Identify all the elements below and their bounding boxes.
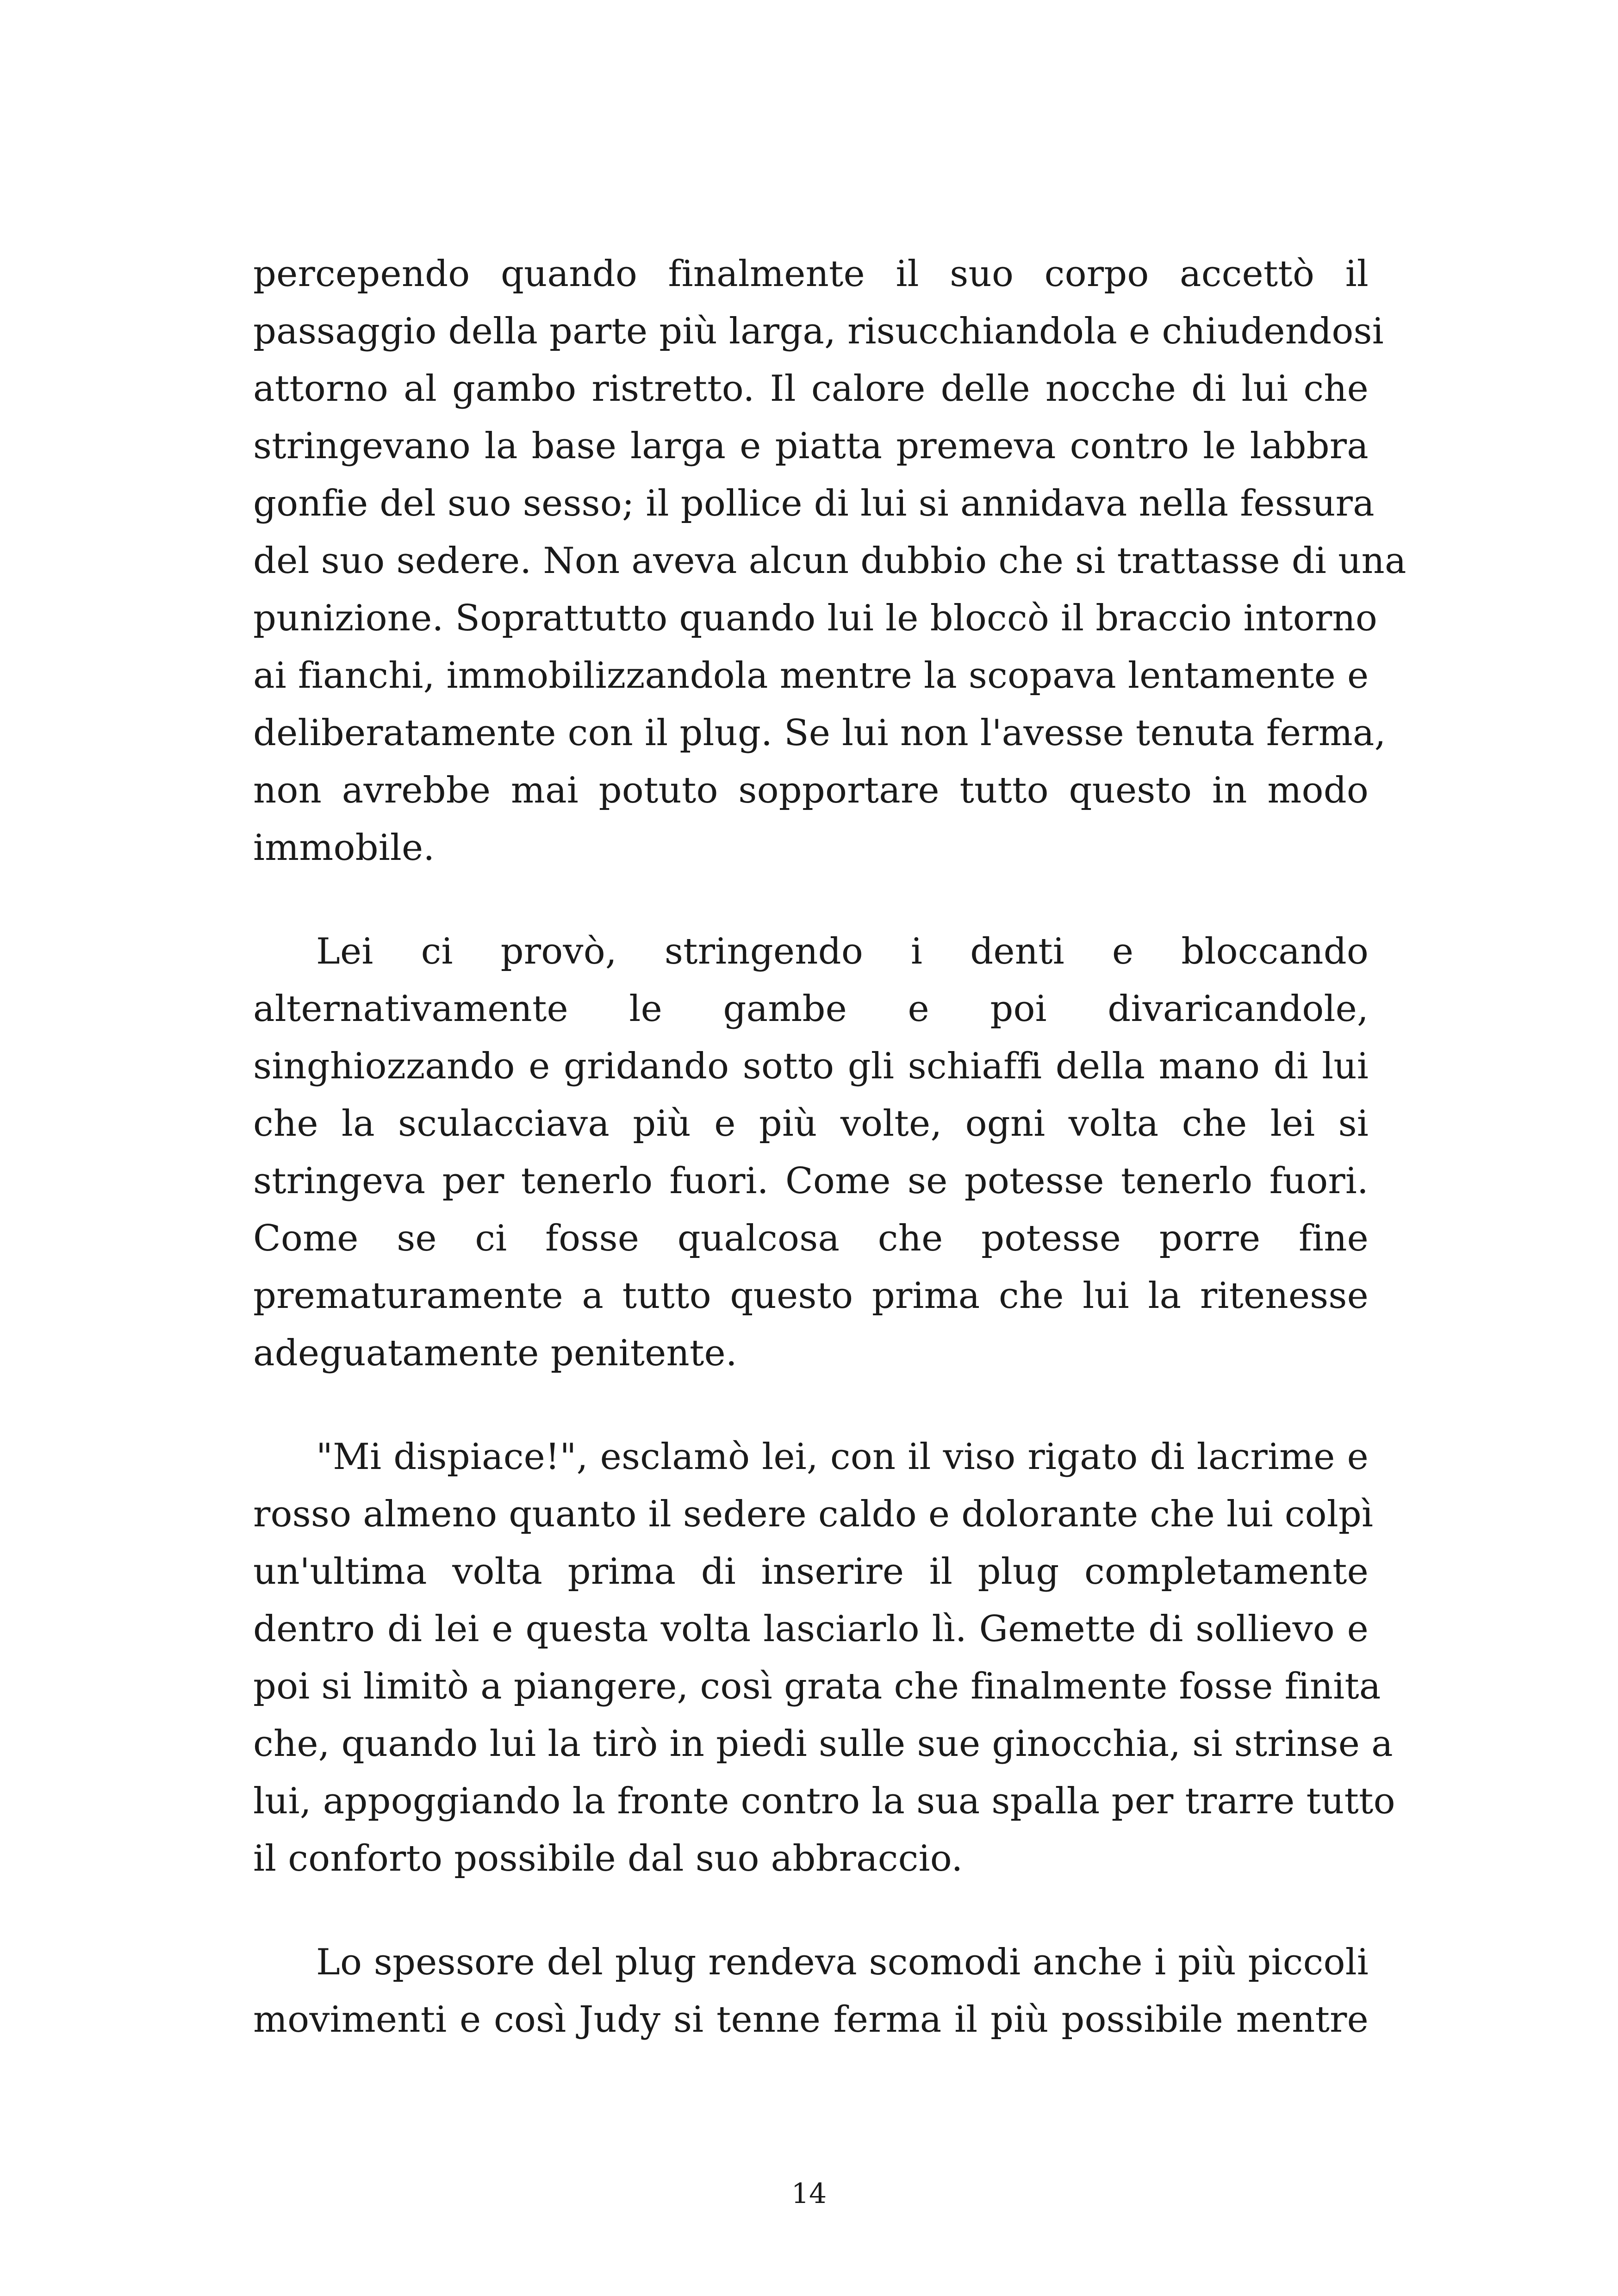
text-line: poi si limitò a piangere, così grata che finalmente fosse finita — [253, 1666, 1381, 1707]
text-line: non avrebbe mai potuto sopportare tutto questo in modo — [253, 770, 1369, 811]
text-line: passaggio della parte più larga, risucchiandola e chiudendosi — [253, 311, 1384, 352]
paragraph — [253, 1428, 1395, 1887]
text-line: che la sculacciava più e più volte, ogni volta che lei si — [253, 1103, 1369, 1145]
text-line: rosso almeno quanto il sedere caldo e dolorante che lui colpì — [253, 1493, 1374, 1535]
paragraph — [253, 245, 1406, 877]
text-line: stringeva per tenerlo fuori. Come se potesse tenerlo fuori. — [253, 1160, 1369, 1202]
paragraph — [253, 1934, 1369, 2048]
text-line: deliberatamente con il plug. Se lui non l'avesse tenuta ferma, — [253, 712, 1386, 754]
text-line: dentro di lei e questa volta lasciarlo lì. Gemette di sollievo e — [253, 1608, 1369, 1650]
text-line: gonfie del suo sesso; il pollice di lui si annidava nella fessura — [253, 483, 1375, 524]
text-line: adeguatamente penitente. — [253, 1332, 737, 1374]
text-line: Lei ci provò, stringendo i denti e bloccando — [316, 931, 1369, 972]
text-line: singhiozzando e gridando sotto gli schiaffi della mano di lui — [253, 1045, 1369, 1087]
text-line: immobile. — [253, 827, 435, 869]
text-line: ai fianchi, immobilizzandola mentre la scopava lentamente e — [253, 655, 1369, 697]
text-line: Lo spessore del plug rendeva scomodi anche i più piccoli — [316, 1941, 1369, 1983]
text-line: Come se ci fosse qualcosa che potesse porre fine — [253, 1218, 1369, 1259]
text-line: del suo sedere. Non aveva alcun dubbio che si trattasse di una — [253, 540, 1406, 582]
text-line: "Mi dispiace!", esclamò lei, con il viso rigato di lacrime e — [316, 1436, 1369, 1478]
text-line: attorno al gambo ristretto. Il calore delle nocche di lui che — [253, 368, 1369, 410]
text-line: lui, appoggiando la fronte contro la sua spalla per trarre tutto — [253, 1780, 1395, 1822]
paragraph — [253, 923, 1369, 1382]
text-line: punizione. Soprattutto quando lui le bloccò il braccio intorno — [253, 597, 1378, 639]
text-line: un'ultima volta prima di inserire il plug completamente — [253, 1551, 1369, 1593]
text-line: stringevano la base larga e piatta premeva contro le labbra — [253, 425, 1369, 467]
page-number: 14 — [791, 2178, 827, 2210]
text-line: alternativamente le gambe e poi divaricandole, — [253, 988, 1369, 1030]
body-text — [253, 245, 1406, 2048]
text-line: movimenti e così Judy si tenne ferma il più possibile mentre — [253, 1999, 1369, 2041]
text-line: percependo quando finalmente il suo corpo accettò il — [253, 253, 1369, 295]
text-line: prematuramente a tutto questo prima che lui la ritenesse — [253, 1275, 1369, 1317]
text-line: il conforto possibile dal suo abbraccio. — [253, 1838, 963, 1879]
text-line: che, quando lui la tirò in piedi sulle sue ginocchia, si strinse a — [253, 1723, 1393, 1765]
